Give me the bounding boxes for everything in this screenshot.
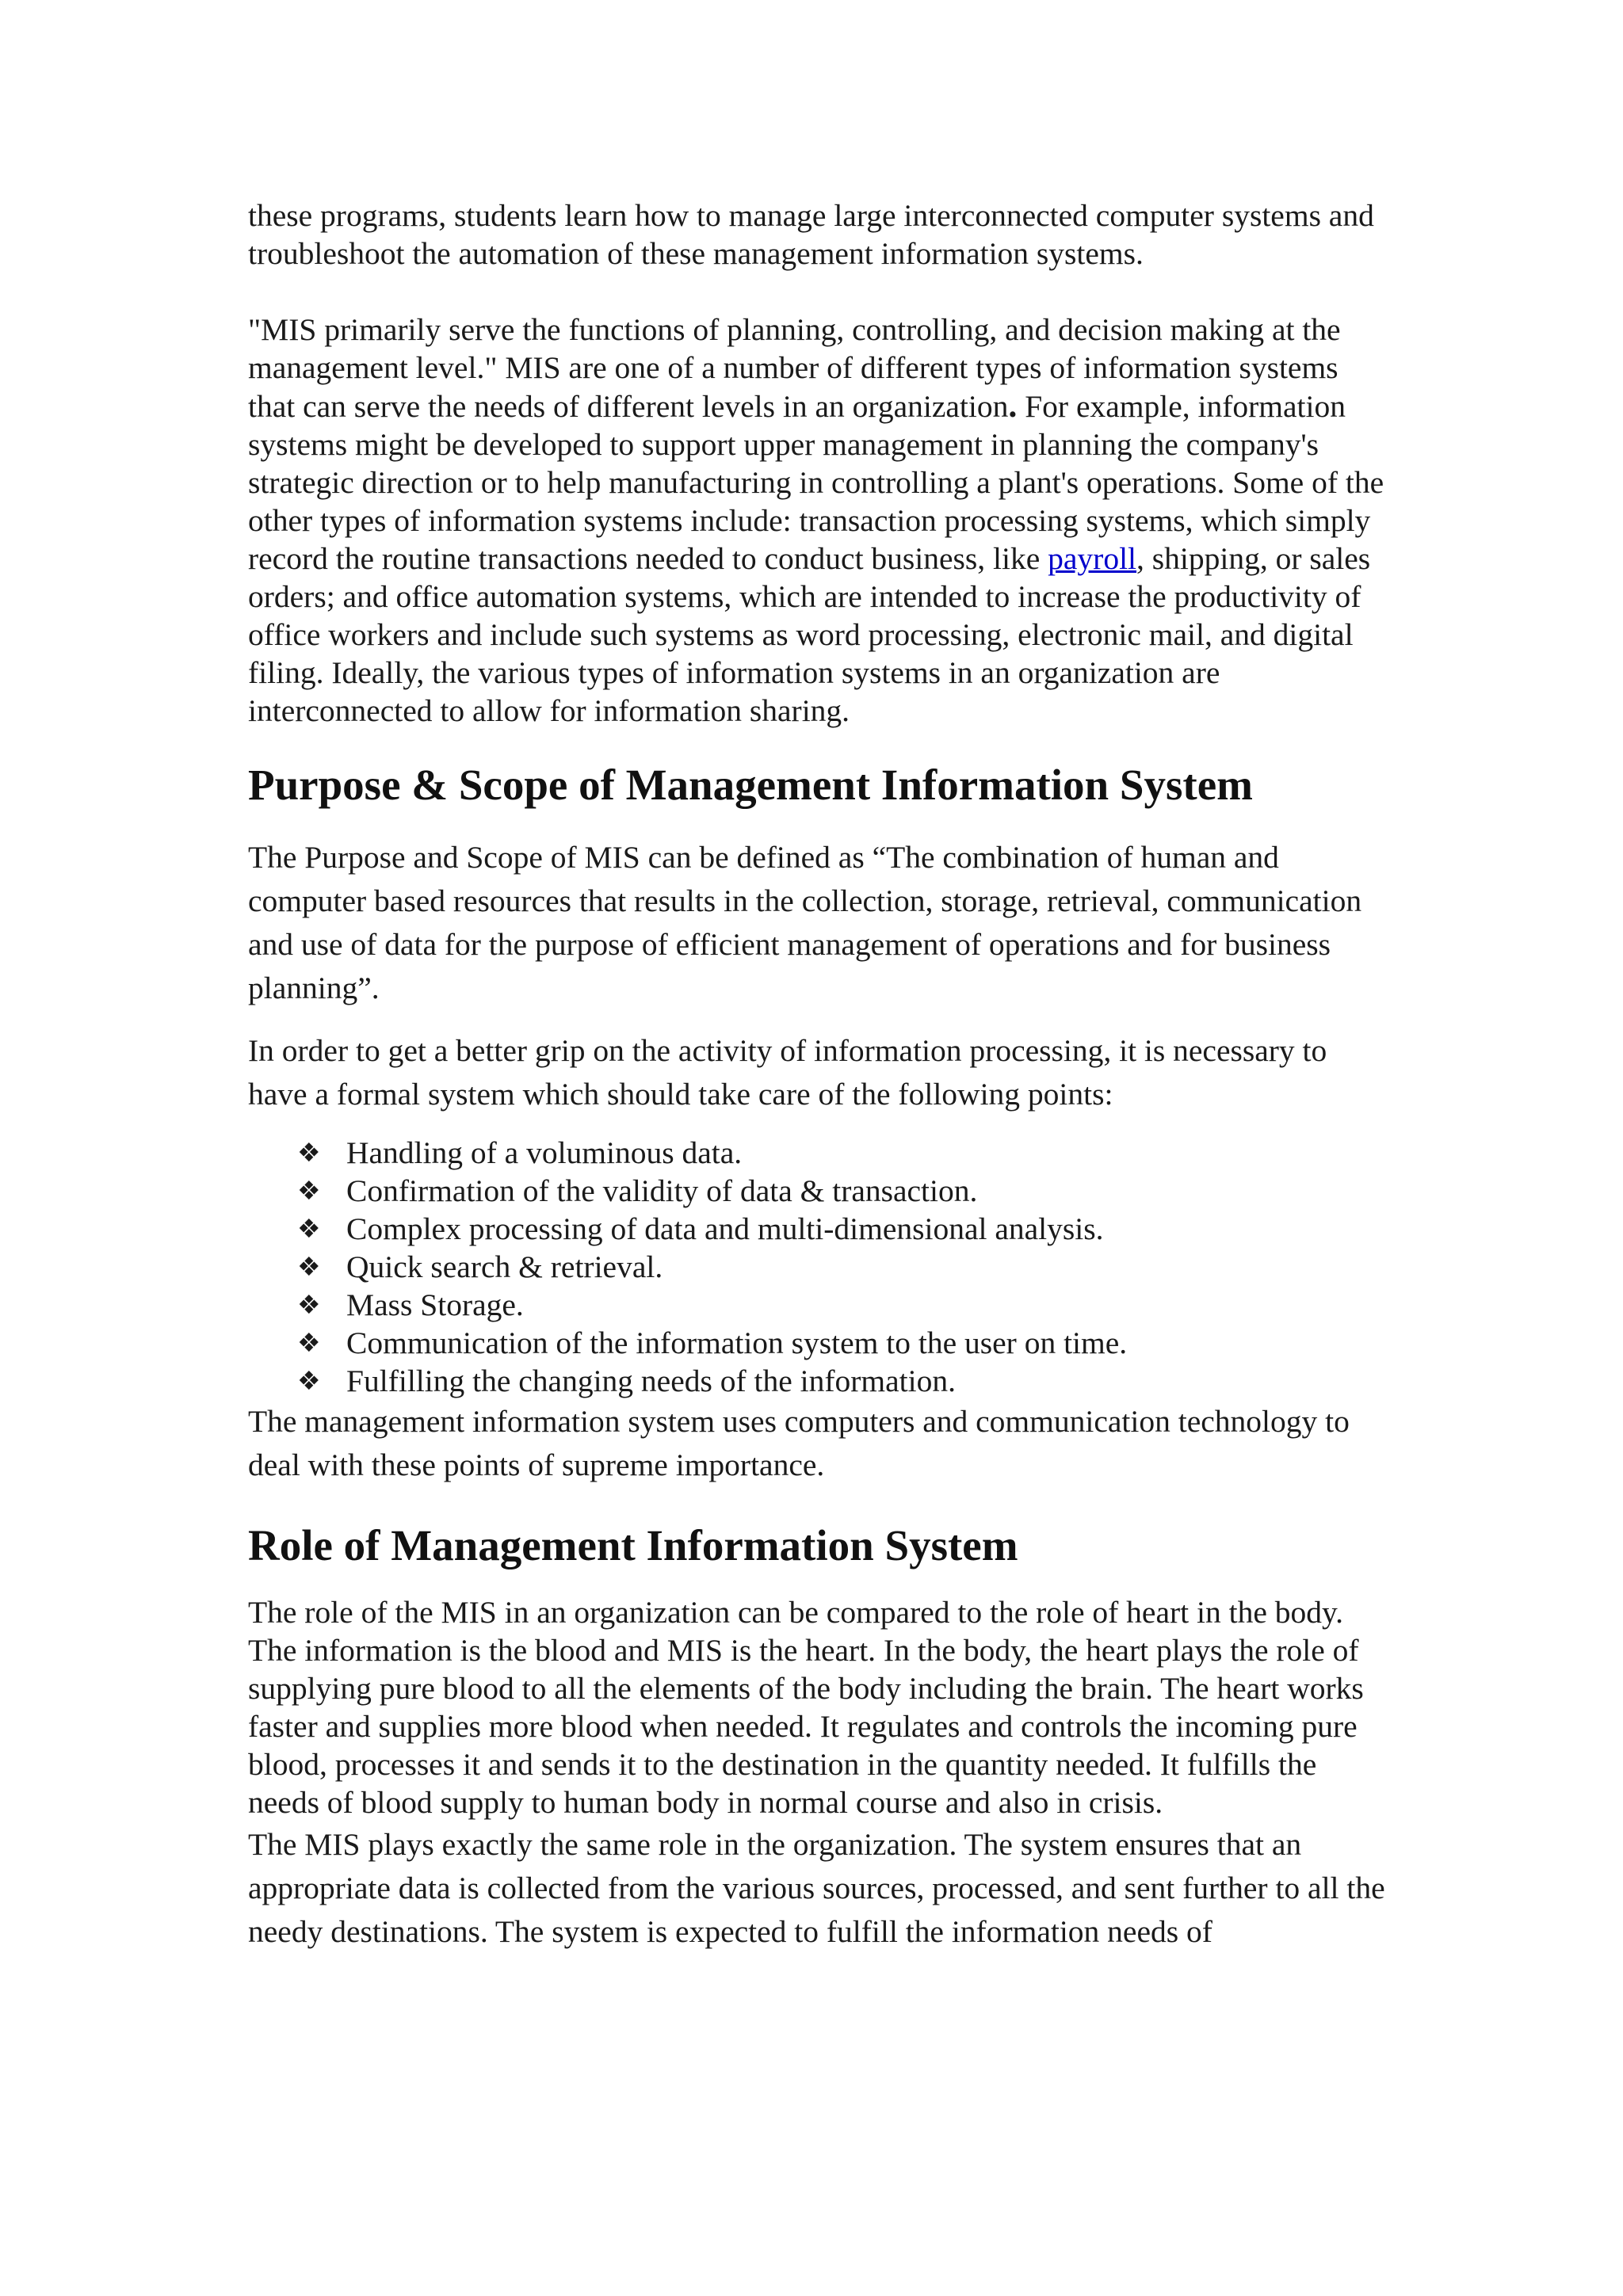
list-item (297, 1286, 1389, 1324)
purpose-heading: Purpose & Scope of Management Information System (248, 761, 1253, 809)
diamond-bullet-icon: ❖ (297, 1137, 321, 1168)
diamond-bullet-icon: ❖ (297, 1251, 321, 1282)
list-item-text: Mass Storage. (346, 1287, 524, 1322)
list-item (297, 1324, 1389, 1362)
list-item-text: Confirmation of the validity of data & transaction. (346, 1173, 978, 1208)
purpose-paragraph-3: The management information system uses computers and communication technology to deal with these points of supreme importance. (248, 1404, 1350, 1482)
diamond-bullet-icon: ❖ (297, 1175, 321, 1206)
list-item (297, 1248, 1389, 1286)
list-item (297, 1172, 1389, 1210)
list-item (297, 1210, 1389, 1248)
intro-paragraph-2-text-b: For example, information systems might be developed to support upper management in planning the company's strategic direction or to help manufacturing in controlling a plant's operations. Some of the other types of information systems include: transaction processing systems, which simply record the routine transactions needed to conduct business, like (248, 389, 1384, 576)
intro-paragraph-2-text-c: , shipping, or sales orders; and office automation systems, which are intended to increase the productivity of office workers and include such systems as word processing, electronic mail, and digital filing. Ideally, the various types of information systems in an organization are interconnected to allow for information sharing. (248, 541, 1371, 728)
purpose-paragraph-1: The Purpose and Scope of MIS can be defined as “The combination of human and computer based resources that results in the collection, storage, retrieval, communication and use of data for the purpose of efficient management of operations and for business planning”. (248, 840, 1362, 1005)
diamond-bullet-icon: ❖ (297, 1365, 321, 1396)
purpose-bullet-list (248, 1134, 1389, 1400)
purpose-paragraph-2: In order to get a better grip on the activity of information processing, it is necessary to have a formal system which should take care of the following points: (248, 1033, 1327, 1112)
document-page (248, 196, 1389, 1954)
intro-paragraph-2 (248, 311, 1389, 730)
list-item (297, 1362, 1389, 1400)
list-item-text: Complex processing of data and multi-dimensional analysis. (346, 1211, 1104, 1246)
list-item-text: Quick search & retrieval. (346, 1249, 663, 1284)
list-item-text: Handling of a voluminous data. (346, 1135, 743, 1170)
intro-paragraph-2-period: . (1008, 386, 1018, 425)
role-heading: Role of Management Information System (248, 1521, 1018, 1569)
list-item (297, 1134, 1389, 1172)
payroll-link[interactable]: payroll (1048, 541, 1137, 576)
intro-paragraph-2-text-a: "MIS primarily serve the functions of planning, controlling, and decision making at the management level." MIS are one of a number of different types of information systems that can serve the needs of different levels in an organization (248, 312, 1341, 424)
diamond-bullet-icon: ❖ (297, 1213, 321, 1244)
diamond-bullet-icon: ❖ (297, 1289, 321, 1320)
diamond-bullet-icon: ❖ (297, 1327, 321, 1358)
list-item-text: Communication of the information system to the user on time. (346, 1325, 1128, 1360)
list-item-text: Fulfilling the changing needs of the information. (346, 1363, 956, 1398)
role-paragraph-1: The role of the MIS in an organization can be compared to the role of heart in the body. The information is the blood and MIS is the heart. In the body, the heart plays the role of supplying pure blood to all the elements of the body including the brain. The heart works faster and supplies more blood when needed. It regulates and controls the incoming pure blood, processes it and sends it to the destination in the quantity needed. It fulfills the needs of blood supply to human body in normal course and also in crisis. (248, 1595, 1364, 1820)
role-paragraph-2: The MIS plays exactly the same role in the organization. The system ensures that an appropriate data is collected from the various sources, processed, and sent further to all the needy destinations. The system is expected to fulfill the information needs of (248, 1827, 1385, 1949)
intro-paragraph-1: these programs, students learn how to manage large interconnected computer systems and troubleshoot the automation of these management information systems. (248, 198, 1374, 271)
